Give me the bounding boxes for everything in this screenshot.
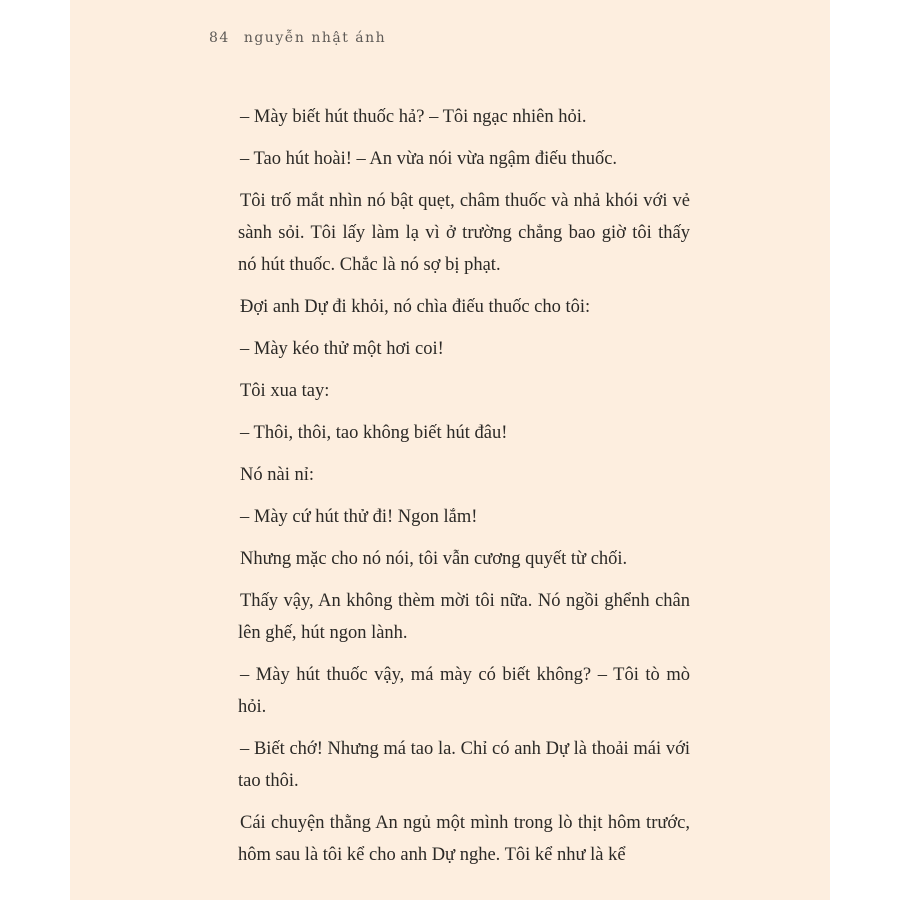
paragraph: – Biết chớ! Nhưng má tao la. Chỉ có anh Dự là thoải mái với tao thôi.: [238, 739, 690, 791]
paragraph: Tôi trố mắt nhìn nó bật quẹt, châm thuốc và nhả khói với vẻ sành sỏi. Tôi lấy làm lạ vì ở trường chẳng bao giờ tôi thấy nó hút thuốc. Chắc là nó sợ bị phạt.: [238, 191, 690, 275]
paragraph: – Mày cứ hút thử đi! Ngon lắm!: [240, 507, 478, 527]
paragraph: Nó nài nỉ:: [240, 465, 314, 485]
paragraph: Nhưng mặc cho nó nói, tôi vẫn cương quyết từ chối.: [240, 549, 628, 569]
paragraph: – Thôi, thôi, tao không biết hút đâu!: [240, 423, 508, 443]
paragraph: Thấy vậy, An không thèm mời tôi nữa. Nó ngồi ghểnh chân lên ghế, hút ngon lành.: [238, 591, 690, 643]
paragraph: – Tao hút hoài! – An vừa nói vừa ngậm điếu thuốc.: [240, 149, 618, 169]
paragraph: – Mày kéo thử một hơi coi!: [240, 339, 444, 359]
paragraph: Đợi anh Dự đi khỏi, nó chìa điếu thuốc cho tôi:: [240, 297, 591, 317]
text-body: [238, 101, 690, 881]
paragraph: Cái chuyện thằng An ngủ một mình trong lò thịt hôm trước, hôm sau là tôi kể cho anh Dự nghe. Tôi kể như là kể: [238, 813, 690, 865]
page-number: 84: [209, 30, 230, 46]
paragraph: – Mày hút thuốc vậy, má mày có biết không? – Tôi tò mò hỏi.: [238, 665, 690, 717]
book-page: [70, 0, 830, 900]
paragraph: Tôi xua tay:: [240, 381, 330, 401]
paragraph: – Mày biết hút thuốc hả? – Tôi ngạc nhiên hỏi.: [240, 107, 587, 127]
author-name: nguyễn nhật ánh: [243, 30, 387, 46]
running-header: [209, 30, 386, 46]
